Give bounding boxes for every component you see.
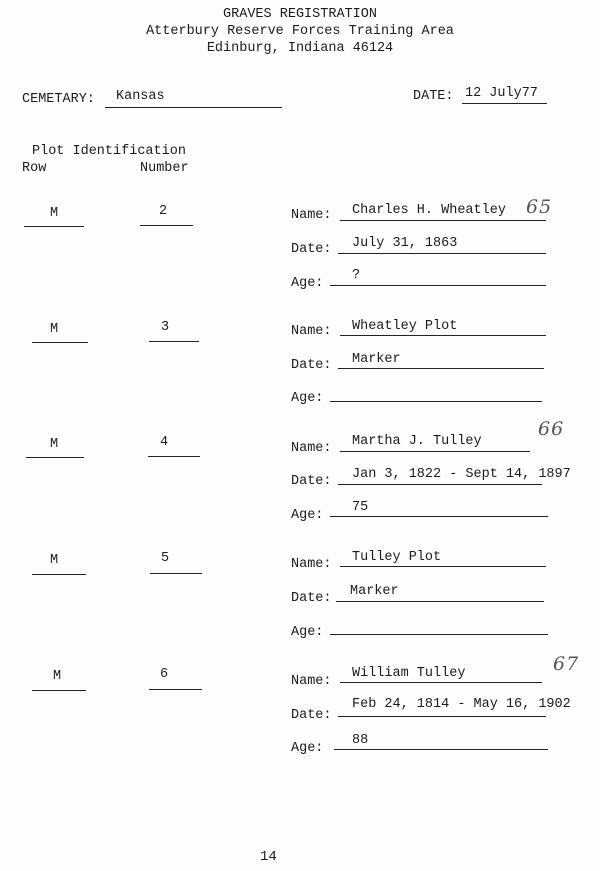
date-value: 12 July77 xyxy=(465,86,538,101)
form-subtitle: Atterbury Reserve Forces Training Area xyxy=(146,24,454,39)
number-underline xyxy=(140,225,193,226)
number-underline xyxy=(149,341,199,342)
handwritten-note: 66 xyxy=(538,418,565,440)
entry-name: Wheatley Plot xyxy=(352,319,458,334)
age-label: Age: xyxy=(291,741,324,756)
page-number: 14 xyxy=(260,849,277,865)
name-underline xyxy=(340,451,530,452)
cemetery-underline xyxy=(105,107,282,108)
date-field-underline xyxy=(338,253,546,254)
entry-date: Jan 3, 1822 - Sept 14, 1897 xyxy=(352,467,571,482)
name-label: Name: xyxy=(291,208,332,223)
age-label: Age: xyxy=(291,391,324,406)
entry-row: M xyxy=(50,206,59,221)
row-underline xyxy=(32,690,86,691)
row-underline xyxy=(24,226,84,227)
handwritten-note: 65 xyxy=(526,196,553,218)
date-field-label: Date: xyxy=(291,708,332,723)
name-underline xyxy=(340,682,542,683)
date-field-underline xyxy=(336,601,544,602)
age-label: Age: xyxy=(291,276,324,291)
entry-row: M xyxy=(50,437,59,452)
date-field-label: Date: xyxy=(291,474,332,489)
date-label: DATE: xyxy=(413,89,454,104)
number-underline xyxy=(148,456,200,457)
date-field-underline xyxy=(338,716,546,717)
row-underline xyxy=(32,574,86,575)
entry-number: 2 xyxy=(159,204,168,219)
entry-age: 75 xyxy=(352,500,369,515)
age-underline xyxy=(334,749,548,750)
entry-number: 4 xyxy=(160,435,169,450)
name-label: Name: xyxy=(291,324,332,339)
entry-number: 5 xyxy=(161,551,170,566)
age-underline xyxy=(330,516,548,517)
row-underline xyxy=(26,457,84,458)
row-underline xyxy=(32,342,88,343)
entry-row: M xyxy=(53,669,62,684)
entry-row: M xyxy=(50,553,59,568)
handwritten-note: 67 xyxy=(553,653,580,675)
form-address: Edinburg, Indiana 46124 xyxy=(206,41,394,56)
name-label: Name: xyxy=(291,674,332,689)
entry-name: William Tulley xyxy=(352,666,466,681)
age-underline xyxy=(330,634,548,635)
entry-number: 3 xyxy=(161,320,170,335)
entry-date: July 31, 1863 xyxy=(352,236,458,251)
date-field-underline xyxy=(338,368,544,369)
date-field-label: Date: xyxy=(291,358,332,373)
age-underline xyxy=(330,401,542,402)
cemetery-value: Kansas xyxy=(116,89,165,104)
entry-name: Charles H. Wheatley xyxy=(352,203,506,218)
name-label: Name: xyxy=(291,441,332,456)
date-underline xyxy=(462,103,547,104)
entry-row: M xyxy=(50,322,59,337)
entry-date: Marker xyxy=(350,584,399,599)
name-underline xyxy=(340,566,546,567)
date-field-label: Date: xyxy=(291,242,332,257)
age-underline xyxy=(330,285,546,286)
entry-date: Marker xyxy=(352,352,401,367)
entry-number: 6 xyxy=(160,667,169,682)
form-title: GRAVES REGISTRATION xyxy=(223,7,377,22)
date-field-underline xyxy=(338,484,542,485)
entry-name: Martha J. Tulley xyxy=(352,434,482,449)
plot-identification-heading: Plot Identification xyxy=(32,144,186,159)
age-label: Age: xyxy=(291,625,324,640)
entry-date: Feb 24, 1814 - May 16, 1902 xyxy=(352,697,571,712)
entry-age: ? xyxy=(352,268,361,283)
entry-name: Tulley Plot xyxy=(352,550,442,565)
name-underline xyxy=(340,335,546,336)
entry-age: 88 xyxy=(352,733,369,748)
number-underline xyxy=(150,573,202,574)
age-label: Age: xyxy=(291,508,324,523)
row-column-label: Row xyxy=(22,161,47,176)
name-underline xyxy=(340,220,546,221)
name-label: Name: xyxy=(291,557,332,572)
number-column-label: Number xyxy=(140,161,189,176)
date-field-label: Date: xyxy=(291,591,332,606)
number-underline xyxy=(149,689,202,690)
cemetery-label: CEMETARY: xyxy=(22,92,95,107)
